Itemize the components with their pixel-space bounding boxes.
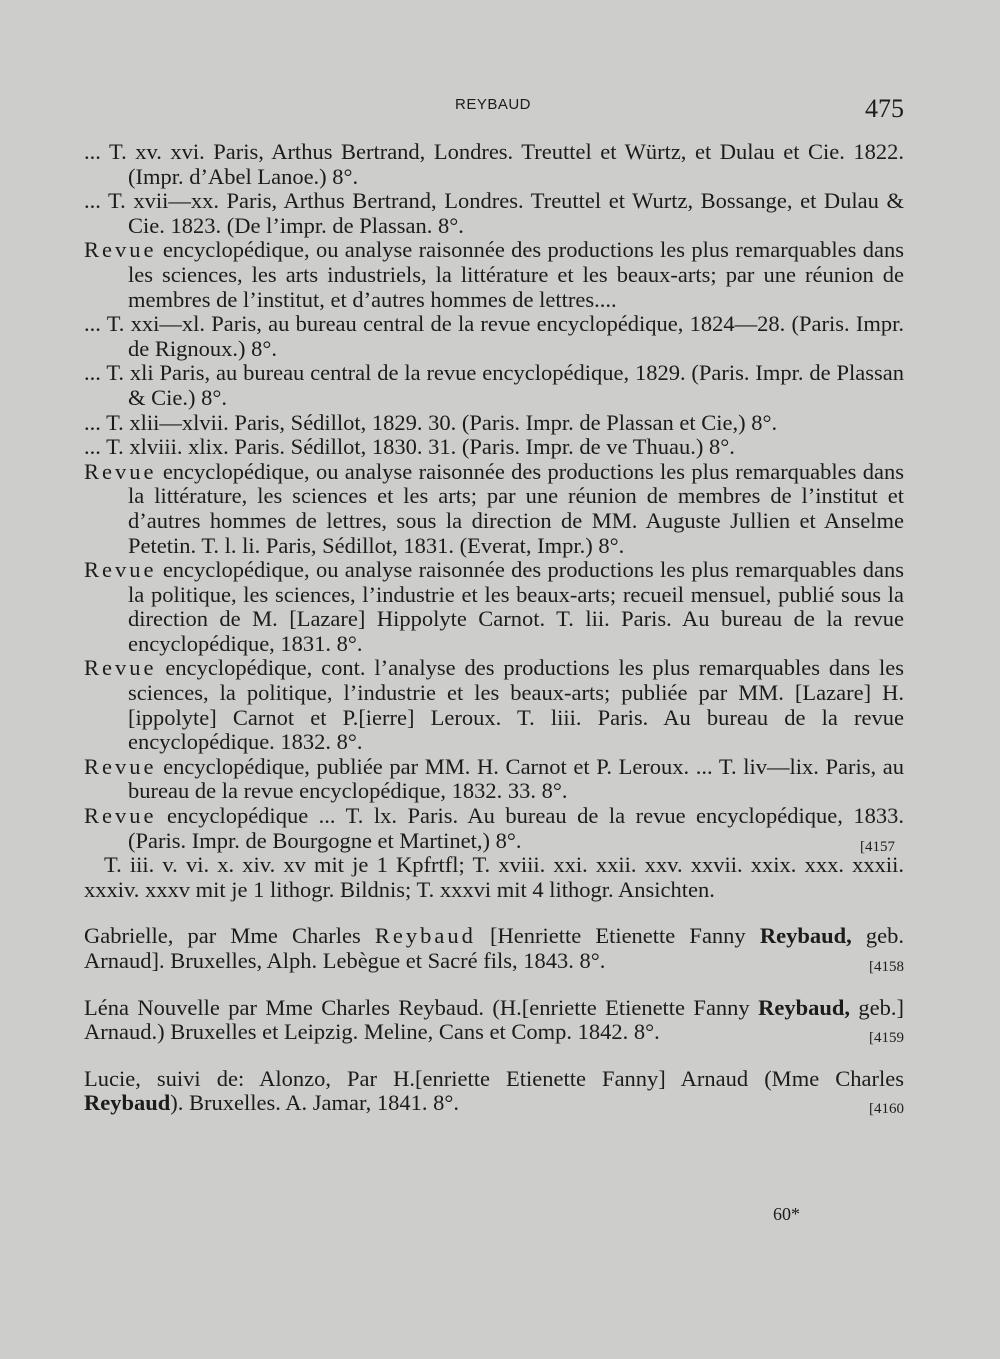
entry-text: encyclopédique, ou analyse raisonnée des productions les plus remarquables dans la littérature, les sciences et les arts; par une réunion de membres de l’institut et d’autres hommes de lettres, sous la direction de MM. Auguste Jullien et Anselme Petetin. T. l. li. Paris, Sédillot, 1831. (Everat, Impr.) 8°. [128, 458, 904, 558]
entry-lead: Revue [84, 753, 157, 779]
signature-mark: 60* [773, 1204, 800, 1224]
entry-continuation [84, 361, 904, 410]
entry-revue [84, 656, 904, 754]
record-text: [Henriette Etienette Fanny [475, 923, 760, 949]
entry-text: ... T. xlii—xlvii. Paris, Sédillot, 1829. 30. (Paris. Impr. de Plassan et Cie,) 8°. [84, 409, 778, 435]
entry-lead: Revue [84, 655, 157, 681]
record-text: Lucie, suivi de: Alonzo, Par H.[enriette Etienette Fanny] Arnaud (Mme Charles [84, 1065, 904, 1091]
spacer [84, 974, 904, 996]
record-text: geb.] Arnaud.) Bruxelles et Leipzig. Meline, Cans et Comp. 1842. 8°. [84, 994, 904, 1045]
record-gabrielle [84, 924, 904, 973]
entry-revue [84, 755, 904, 804]
author-bold: Reybaud, [759, 923, 852, 949]
entry-note [84, 853, 904, 902]
entry-text: ... T. xlviii. xlix. Paris. Sédillot, 1830. 31. (Paris. Impr. de ve Thuau.) 8°. [84, 434, 735, 460]
record-text: geb. Arnaud]. Bruxelles, Alph. Lebègue et Sacré fils, 1843. 8°. [84, 923, 904, 973]
entry-lead: Revue [84, 557, 157, 583]
entry-text: encyclopédique, ou analyse raisonnée des productions les plus remarquables dans la politique, les sciences, l’industrie et les beaux-arts; recueil mensuel, publié sous la direction de M. [Lazare] Hippolyte Carnot. T. lii. Paris. Au bureau de la revue encyclopédique, 1831. 8°. [128, 557, 904, 656]
author-bold: Reybaud [84, 1090, 171, 1116]
entry-text: encyclopédique, ou analyse raisonnée des productions les plus remarquables dans les sciences, les arts industriels, la littérature et les beaux-arts; par une réunion de membres de l’institut, et d’autres hommes de lettres.... [128, 237, 904, 312]
entry-lead: Revue [84, 237, 157, 263]
page-number: 475 [865, 94, 904, 123]
record-number: [4160 [869, 1101, 904, 1118]
entry-text: encyclopédique ... T. lx. Paris. Au bureau de la revue encyclopédique, 1833. (Paris. Impr. de Bourgogne et Martinet,) 8°. [128, 803, 904, 853]
author-bold: Reybaud, [758, 994, 850, 1020]
running-title: REYBAUD [455, 96, 532, 113]
record-lena [84, 996, 904, 1045]
entry-continuation [84, 312, 904, 361]
spacer [84, 1045, 904, 1067]
bibliography-body [84, 140, 904, 1122]
entry-lead: Revue [84, 803, 157, 829]
page-header [0, 92, 1000, 132]
entry-continuation [84, 189, 904, 238]
entry-text: ... T. xvii—xx. Paris, Arthus Bertrand, Londres. Treuttel et Wurtz, Bossange, et Dulau & Cie. 1823. (De l’impr. de Plassan. 8°. [84, 188, 904, 238]
record-text: Gabrielle, par Mme Charles [84, 923, 375, 949]
entry-text: encyclopédique, cont. l’analyse des productions les plus remarquables dans les sciences, la politique, l’industrie et les beaux-arts; publiée par MM. [Lazare] H.[ippolyte] Carnot et P.[ierre] Leroux. T. liii. Paris. Au bureau de la revue encyclopédique. 1832. 8°. [128, 655, 904, 755]
record-number: [4159 [869, 1030, 904, 1047]
entry-text: ... T. xxi—xl. Paris, au bureau central de la revue encyclopédique, 1824—28. (Paris. Impr. de Rignoux.) 8°. [84, 311, 904, 361]
entry-revue: Revue encyclopédique ... T. lx. Paris. Au bureau de la revue encyclopédique, 1833. (Paris. Impr. de Bourgogne et Martinet,) 8°. [4157 [84, 803, 904, 855]
record-text: ). Bruxelles. A. Jamar, 1841. 8°. [170, 1090, 459, 1116]
entry-text: ... T. xv. xvi. Paris, Arthus Bertrand, Londres. Treuttel et Würtz, et Dulau et Cie. 1822. (Impr. d’Abel Lanoe.) 8°. [84, 139, 904, 189]
note-text: T. iii. v. vi. x. xiv. xv mit je 1 Kpfrtfl; T. xviii. xxi. xxii. xxv. xxvii. xxix. xxx. xxxii. xxxiv. xxxv mit je 1 lithogr. Bildnis; T. xxxvi mit 4 lithogr. Ansichten. [84, 852, 904, 902]
entry-revue [84, 238, 904, 312]
spacer [84, 902, 904, 924]
entry-revue [84, 558, 904, 656]
entry-continuation [84, 140, 904, 189]
record-number: [4158 [869, 959, 904, 975]
entry-continuation [84, 411, 904, 436]
author-name: Reybaud [374, 923, 476, 949]
record-text: Léna Nouvelle par Mme Charles Reybaud. (H.[enriette Etienette Fanny [84, 994, 759, 1020]
entry-lead: Revue [84, 458, 157, 484]
entry-continuation [84, 435, 904, 460]
record-lucie [84, 1067, 904, 1116]
entry-revue [84, 460, 904, 558]
entry-text: encyclopédique, publiée par MM. H. Carnot et P. Leroux. ... T. liv—lix. Paris, au bureau de la revue encyclopédique, 1832. 33. 8°. [128, 753, 904, 804]
entry-text: ... T. xli Paris, au bureau central de la revue encyclopédique, 1829. (Paris. Impr. de Plassan & Cie.) 8°. [84, 360, 904, 410]
